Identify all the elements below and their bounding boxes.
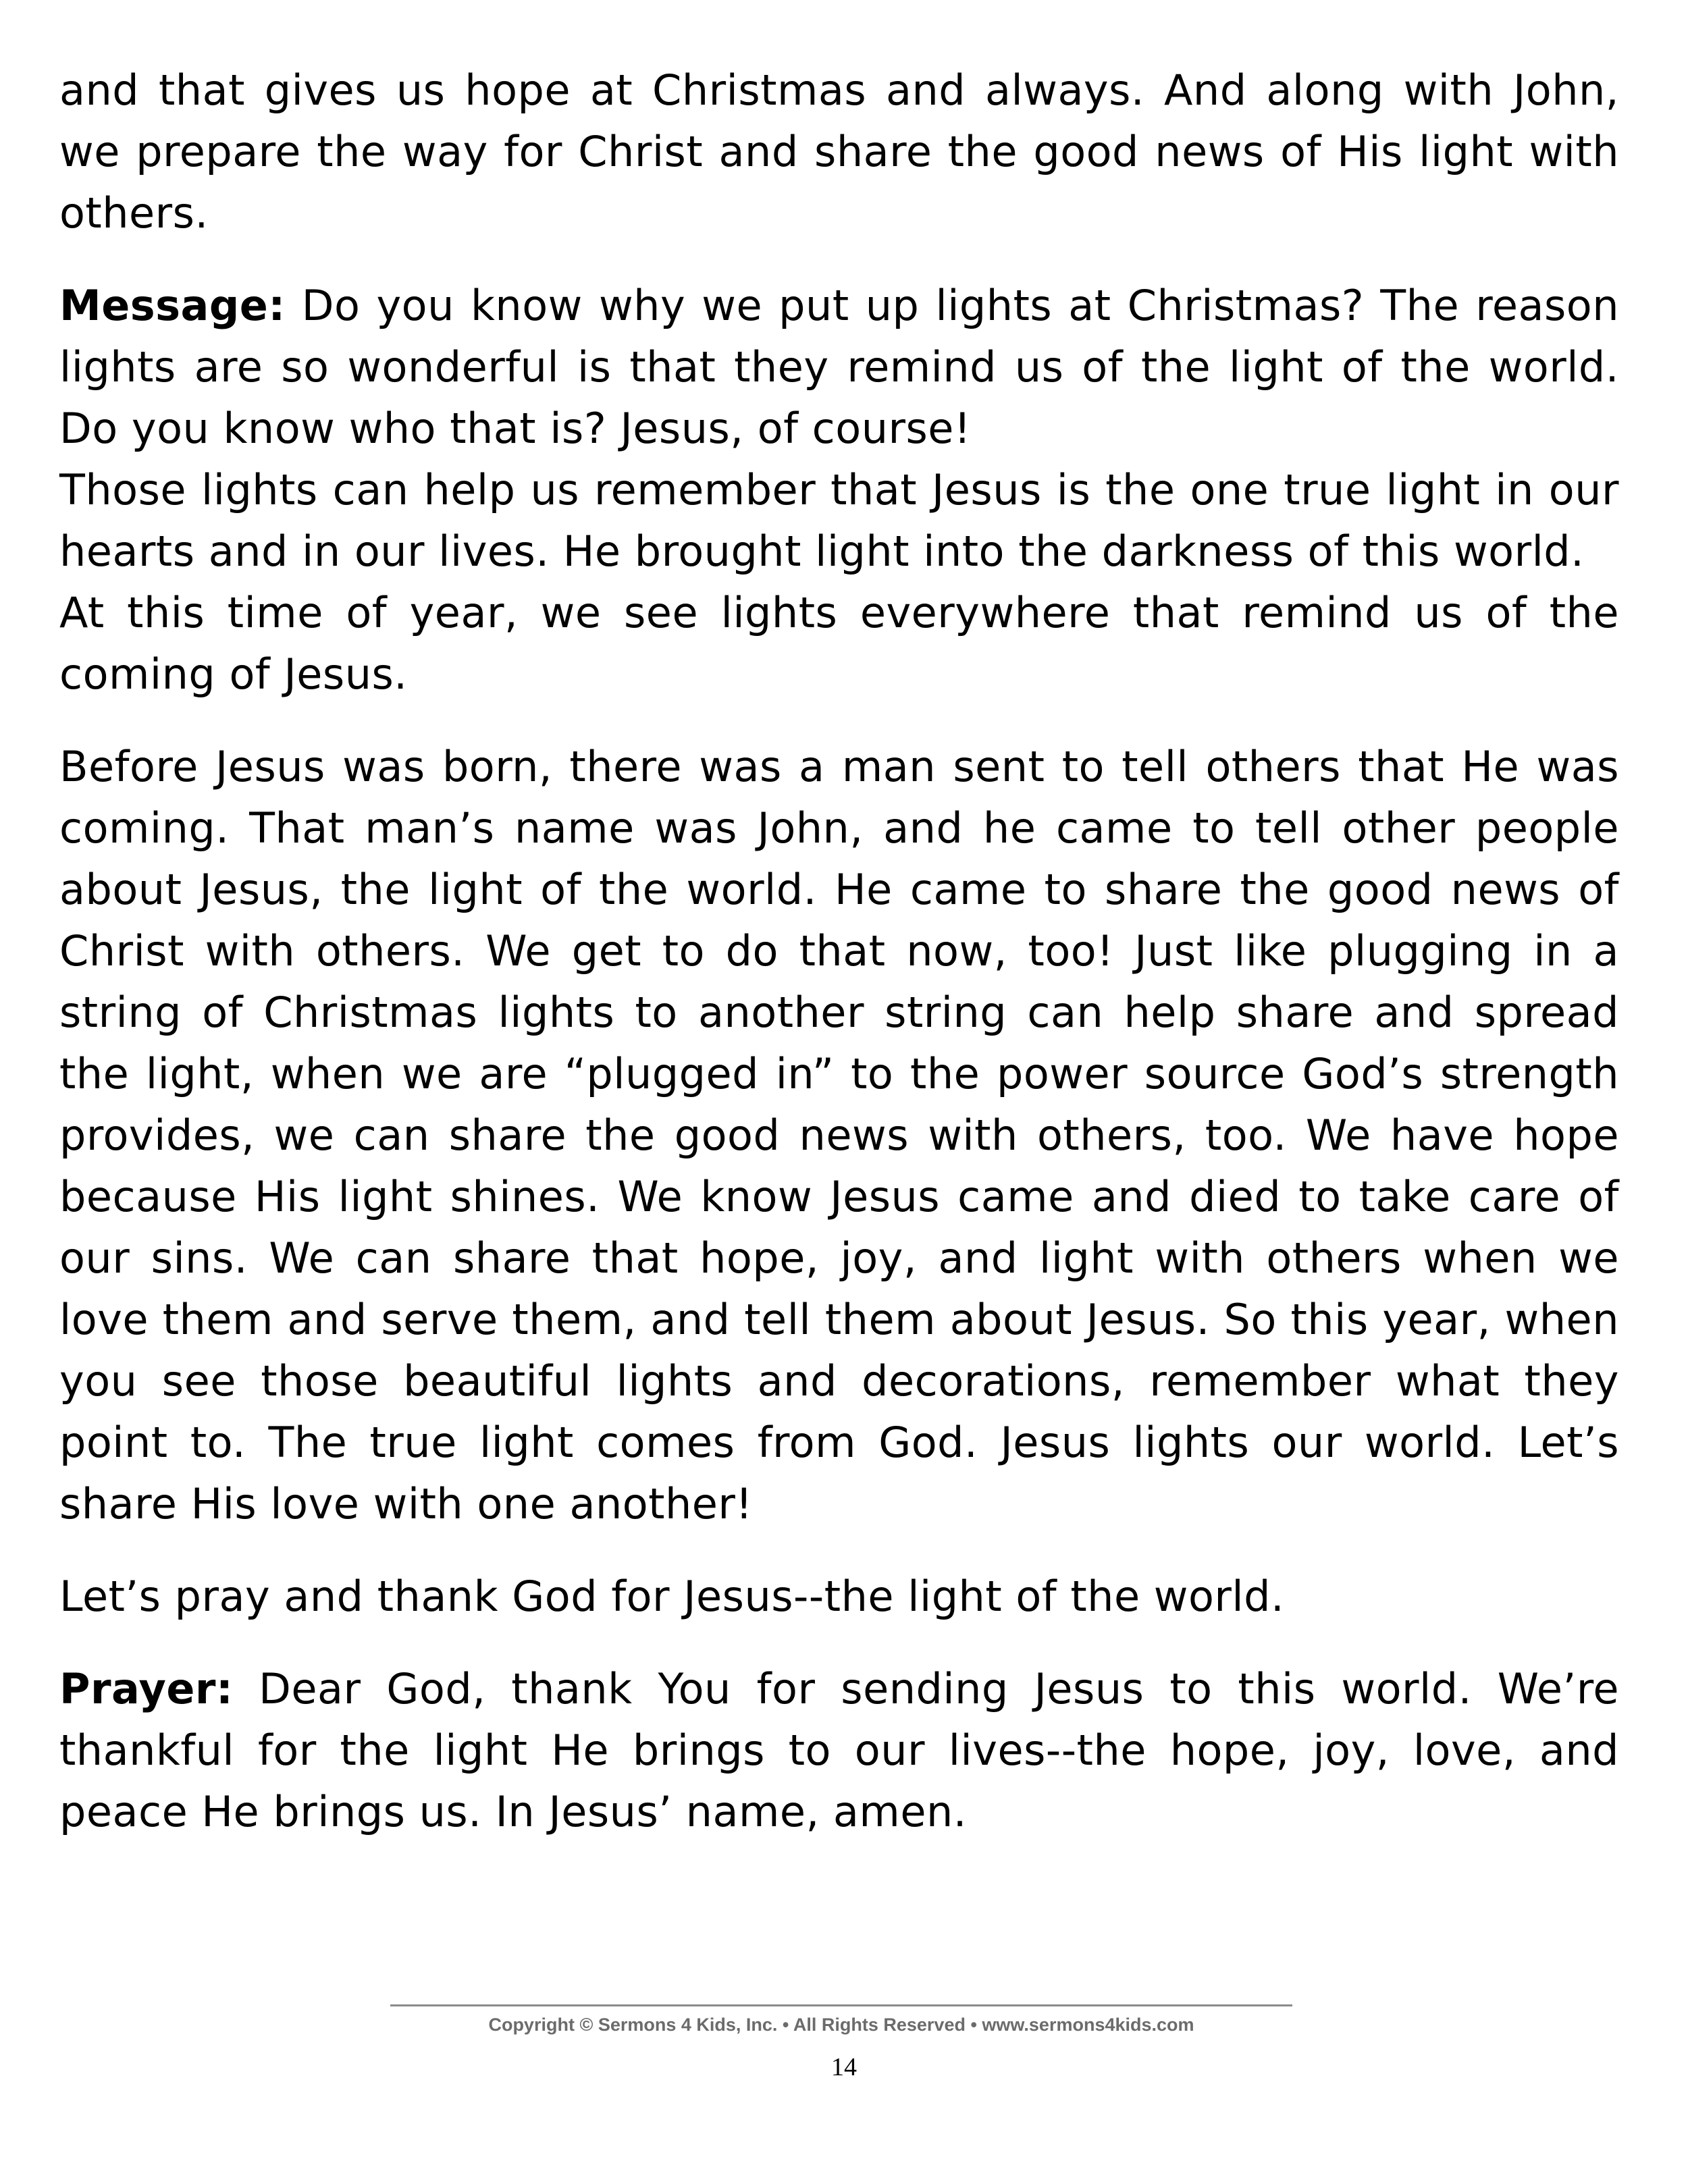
intro-paragraph: and that gives us hope at Christmas and always. And along with John, we prepare the way for Christ and share the good news of His light with others. (59, 65, 1619, 238)
message-paragraph (59, 275, 1619, 459)
message-label: Message: (59, 281, 286, 330)
before-jesus-paragraph: Before Jesus was born, there was a man sent to tell others that He was coming. That man’s name was John, and he came to tell other people about Jesus, the light of the world. He came to share the good news of Christ with others. We get to do that now, too! Just like plugging in a string of Christmas lights to another string can help share and spread the light, when we are “plugged in” to the power source God’s strength provides, we can share the good news with others, too. We have hope because His light shines. We know Jesus came and died to take care of our sins. We can share that hope, joy, and light with others when we love them and serve them, and tell them about Jesus. So this year, when you see those beautiful lights and decorations, remember what they point to. The true light comes from God. Jesus lights our world. Let’s share His love with one another! (59, 742, 1619, 1528)
message-section (59, 275, 1619, 705)
prayer-paragraph (59, 1658, 1619, 1842)
copyright-notice: Copyright © Sermons 4 Kids, Inc. • All Rights Reserved • www.sermons4kids.com (488, 2015, 1194, 2035)
message-season-paragraph: At this time of year, we see lights everywhere that remind us of the coming of Jesus. (59, 588, 1619, 699)
prayer-label: Prayer: (59, 1664, 234, 1713)
prayer-text: Dear God, thank You for sending Jesus to this world. We’re thankful for the light He brings to our lives--the hope, joy, love, and peace He brings us. In Jesus’ name, amen. (59, 1664, 1619, 1836)
page-number: 14 (831, 2053, 857, 2081)
lets-pray-paragraph: Let’s pray and thank God for Jesus--the light of the world. (59, 1572, 1285, 1621)
footer-divider (390, 2004, 1292, 2006)
message-text: Do you know why we put up lights at Christmas? The reason lights are so wonderful is that they remind us of the light of the world. Do you know who that is? Jesus, of course! (59, 281, 1619, 453)
message-lights-paragraph: Those lights can help us remember that Jesus is the one true light in our hearts and in our lives. He brought light into the darkness of this world. (59, 465, 1619, 576)
document-body (59, 59, 1619, 1873)
